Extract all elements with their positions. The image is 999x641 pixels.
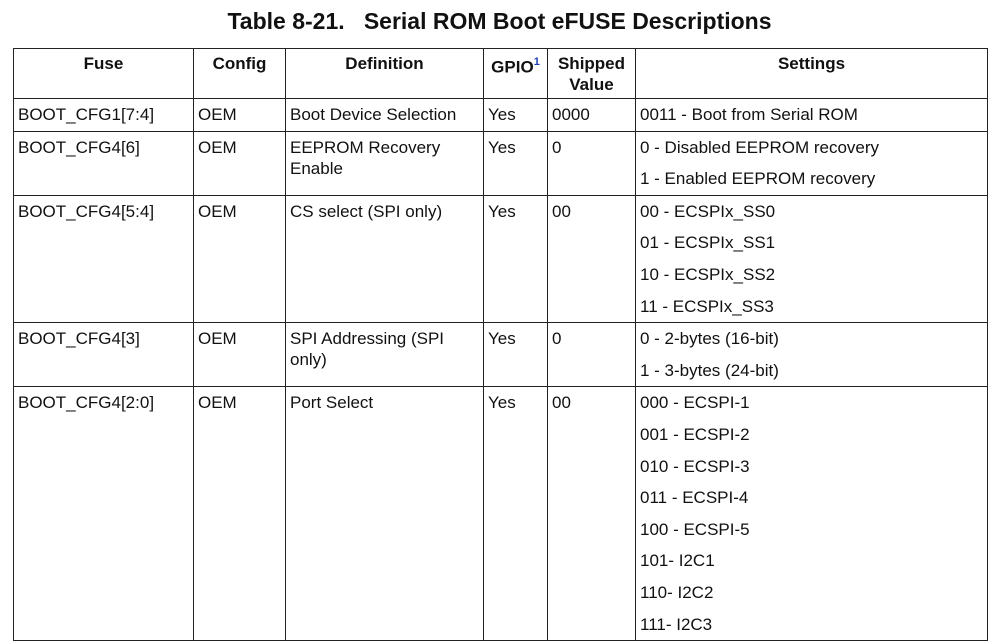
cell-fuse — [14, 387, 194, 641]
setting-option: 011 - ECSPI-4 — [640, 488, 749, 508]
cell-gpio — [484, 99, 548, 132]
setting-option: 100 - ECSPI-5 — [640, 519, 750, 539]
cell-config-text: OEM — [198, 201, 237, 221]
setting-option: 111- I2C3 — [640, 614, 713, 634]
cell-shipped-value — [548, 195, 636, 322]
cell-shipped-value — [548, 323, 636, 387]
cell-fuse-text: BOOT_CFG4[5:4] — [18, 201, 155, 221]
setting-option: 0011 - Boot from Serial ROM — [640, 105, 858, 124]
cell-fuse-text: BOOT_CFG4[2:0] — [18, 393, 155, 413]
cell-config-text: OEM — [198, 393, 237, 413]
cell-settings — [636, 323, 988, 387]
cell-fuse — [14, 131, 194, 195]
setting-option: 101- I2C1 — [640, 551, 715, 571]
header-shipped-line2: Value — [569, 75, 614, 94]
cell-config-text: OEM — [198, 105, 237, 124]
cell-definition-text: CS select (SPI only) — [290, 201, 443, 221]
header-gpio — [484, 49, 548, 99]
header-shipped-value — [548, 49, 636, 99]
cell-gpio — [484, 195, 548, 322]
setting-option: 01 - ECSPIx_SS1 — [640, 233, 776, 253]
cell-gpio-text: Yes — [488, 105, 516, 124]
setting-option: 1 - Enabled EEPROM recovery — [640, 169, 876, 189]
table-row — [14, 195, 988, 322]
header-settings: Settings — [636, 49, 988, 99]
setting-option: 1 - 3-bytes (24-bit) — [640, 360, 779, 380]
cell-fuse-text: BOOT_CFG4[3] — [18, 329, 140, 349]
cell-gpio — [484, 387, 548, 641]
cell-gpio-text: Yes — [488, 201, 516, 221]
cell-definition — [286, 131, 484, 195]
cell-gpio-text: Yes — [488, 393, 516, 413]
header-config: Config — [194, 49, 286, 99]
cell-config — [194, 131, 286, 195]
cell-shipped-value-text: 0000 — [552, 105, 590, 124]
cell-shipped-value — [548, 387, 636, 641]
cell-definition-text: Port Select — [290, 393, 374, 413]
cell-fuse-text: BOOT_CFG1[7:4] — [18, 105, 155, 124]
cell-config — [194, 99, 286, 132]
cell-config — [194, 323, 286, 387]
cell-definition — [286, 323, 484, 387]
cell-config — [194, 387, 286, 641]
setting-option: 0 - Disabled EEPROM recovery — [640, 137, 880, 157]
setting-option: 000 - ECSPI-1 — [640, 393, 750, 413]
cell-definition — [286, 387, 484, 641]
setting-option: 110- I2C2 — [640, 582, 714, 602]
cell-gpio — [484, 323, 548, 387]
cell-settings — [636, 195, 988, 322]
table-row — [14, 131, 988, 195]
header-definition: Definition — [286, 49, 484, 99]
cell-fuse — [14, 195, 194, 322]
cell-shipped-value-text: 00 — [552, 393, 571, 413]
cell-fuse — [14, 323, 194, 387]
header-row — [14, 49, 988, 99]
cell-gpio-text: Yes — [488, 329, 516, 349]
cell-definition — [286, 99, 484, 132]
cell-shipped-value-text: 00 — [552, 201, 571, 221]
cell-gpio — [484, 131, 548, 195]
setting-option: 11 - ECSPIx_SS3 — [640, 296, 774, 316]
cell-definition — [286, 195, 484, 322]
table-body — [14, 99, 988, 641]
setting-option: 001 - ECSPI-2 — [640, 424, 750, 444]
cell-settings — [636, 99, 988, 132]
cell-config-text: OEM — [198, 137, 237, 157]
cell-settings — [636, 131, 988, 195]
table-row — [14, 323, 988, 387]
setting-option: 010 - ECSPI-3 — [640, 456, 750, 476]
cell-shipped-value-text: 0 — [552, 137, 562, 157]
cell-settings — [636, 387, 988, 641]
cell-definition-text: EEPROM Recovery Enable — [290, 137, 441, 178]
cell-shipped-value — [548, 131, 636, 195]
header-fuse: Fuse — [14, 49, 194, 99]
header-gpio-label: GPIO — [491, 57, 534, 77]
cell-fuse-text: BOOT_CFG4[6] — [18, 137, 140, 157]
setting-option: 00 - ECSPIx_SS0 — [640, 201, 776, 221]
cell-gpio-text: Yes — [488, 137, 516, 157]
cell-config-text: OEM — [198, 329, 237, 349]
header-shipped-line1: Shipped — [557, 54, 626, 73]
cell-config — [194, 195, 286, 322]
table-row — [14, 387, 988, 641]
cell-fuse — [14, 99, 194, 132]
table-title: Table 8-21. Serial ROM Boot eFUSE Descriptions — [227, 8, 772, 34]
setting-option: 10 - ECSPIx_SS2 — [640, 264, 776, 284]
cell-definition-text: Boot Device Selection — [290, 105, 457, 124]
cell-definition-text: SPI Addressing (SPI only) — [290, 329, 445, 370]
efuse-table — [13, 48, 988, 641]
setting-option: 0 - 2-bytes (16-bit) — [640, 329, 779, 349]
gpio-footnote-link[interactable]: 1 — [533, 56, 540, 68]
cell-shipped-value — [548, 99, 636, 132]
table-row — [14, 99, 988, 132]
cell-shipped-value-text: 0 — [552, 329, 562, 349]
